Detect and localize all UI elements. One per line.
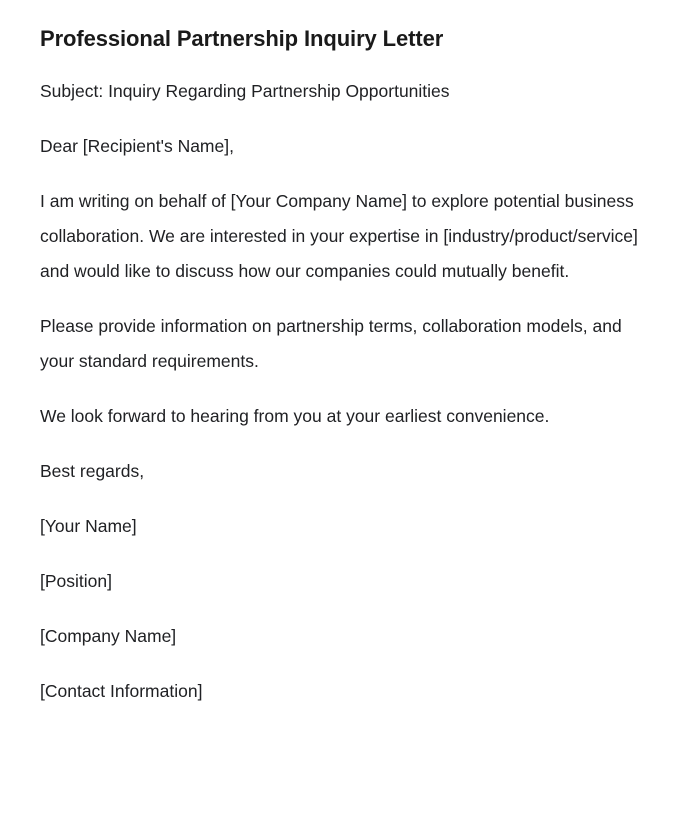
salutation: Dear [Recipient's Name], [40, 136, 234, 156]
page-title: Professional Partnership Inquiry Letter [40, 26, 444, 51]
body-paragraph-3: We look forward to hearing from you at your earliest convenience. [40, 406, 550, 426]
body-paragraph-1: I am writing on behalf of [Your Company Name] to explore potential business collaboration. We are interested in your expertise in [industry/product/service] and would like to discuss how our companies could mutually benefit. [40, 191, 638, 281]
letter-body [40, 74, 640, 709]
signature-name: [Your Name] [40, 516, 137, 536]
signature-company: [Company Name] [40, 626, 177, 646]
signature-block [40, 509, 640, 709]
body-paragraph-2: Please provide information on partnership terms, collaboration models, and your standard requirements. [40, 316, 622, 371]
signature-position: [Position] [40, 571, 112, 591]
signature-contact: [Contact Information] [40, 681, 203, 701]
closing: Best regards, [40, 461, 145, 481]
subject-line: Subject: Inquiry Regarding Partnership Opportunities [40, 81, 450, 101]
